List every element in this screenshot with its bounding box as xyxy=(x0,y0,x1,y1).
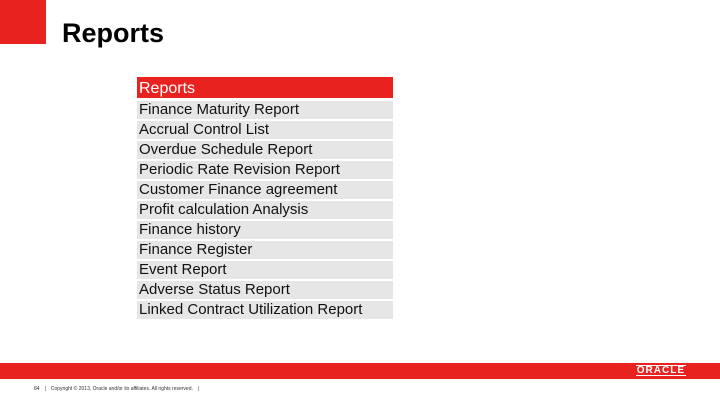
title-accent-block xyxy=(0,0,46,44)
table-row: Adverse Status Report xyxy=(137,281,393,301)
table-row: Periodic Rate Revision Report xyxy=(137,161,393,181)
slide-title: Reports xyxy=(62,18,165,48)
footer-bar xyxy=(0,363,720,379)
table-row: Event Report xyxy=(137,261,393,281)
table-row: Overdue Schedule Report xyxy=(137,141,393,161)
page-number: 84 xyxy=(34,386,40,392)
oracle-logo: ORACLE xyxy=(636,365,685,376)
copyright-text: Copyright © 2013, Oracle and/or its affiliates. All rights reserved. xyxy=(50,386,193,392)
table-row: Accrual Control List xyxy=(137,121,393,141)
table-row: Customer Finance agreement xyxy=(137,181,393,201)
table-row: Finance Maturity Report xyxy=(137,101,393,121)
table-header: Reports xyxy=(137,77,393,99)
table-row: Profit calculation Analysis xyxy=(137,201,393,221)
footer-text: 84 | Copyright © 2013, Oracle and/or its affiliates. All rights reserved. | xyxy=(34,386,200,392)
table-row: Finance Register xyxy=(137,241,393,261)
table-row: Linked Contract Utilization Report xyxy=(137,301,393,321)
table-row: Finance history xyxy=(137,221,393,241)
reports-table xyxy=(137,77,393,321)
